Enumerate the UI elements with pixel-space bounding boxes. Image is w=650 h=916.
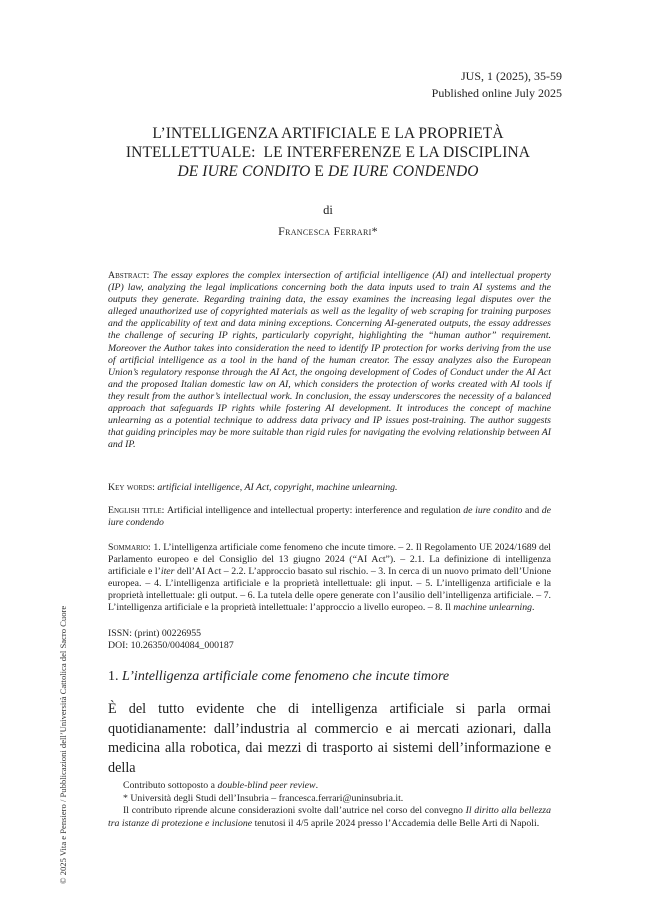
title-conjunction: E bbox=[310, 163, 328, 180]
footnote-1-italic: double-blind peer review bbox=[217, 780, 316, 791]
footnote-1-text: Contributo sottoposto a bbox=[123, 780, 218, 791]
journal-citation-block bbox=[432, 68, 562, 102]
doi: DOI: 10.26350/004084_000187 bbox=[108, 640, 234, 652]
abstract-label: Abstract: bbox=[108, 270, 153, 281]
published-online: Published online July 2025 bbox=[431, 86, 562, 100]
footnotes bbox=[108, 780, 551, 830]
byline-di: di bbox=[323, 203, 333, 217]
footnote-affiliation: * Università degli Studi dell’Insubria – francesca.ferrari@uninsubria.it. bbox=[123, 792, 404, 804]
footnote-3-italic: Il diritto alla bellezza tra istanze di protezione e inclusione bbox=[108, 805, 551, 829]
title-line-2: INTELLETTUALE: LE INTERFERENZE E LA DISCIPLINA bbox=[125, 144, 531, 161]
section-number: 1. bbox=[108, 669, 122, 684]
journal-citation: JUS, 1 (2025), 35-59 bbox=[461, 69, 562, 83]
abstract bbox=[108, 270, 551, 451]
sidebar-copyright: © 2025 Vita e Pensiero / Pubblicazioni dell’Università Cattolica del Sacro Cuore bbox=[58, 605, 68, 884]
english-title-and: and bbox=[522, 505, 542, 516]
title-de-iure-condendo: DE IURE CONDENDO bbox=[327, 163, 479, 180]
english-title-condito: de iure condito bbox=[463, 505, 523, 516]
summary-text-b: dell’AI Act – 2.2. L’approccio basato sul rischio. – 3. In cerca di un nuovo primato dell’Unione europea. – 4. L’intelligenza artificiale e la proprietà intellettuale: gli input. – 5. L’intelligenza artificiale e la proprietà intellettuale: gli output. – 6. La tutela delle opere generate con l’ausilio dell’intelligenza artificiale. – 7. L’intelligenza artificiale e la proprietà intellettuale: l’approccio a livello europeo. – 8. Il bbox=[108, 566, 551, 614]
title-line-1: L’INTELLIGENZA ARTIFICIALE E LA PROPRIETÀ bbox=[152, 125, 504, 142]
section-title: L’intelligenza artificiale come fenomeno che incute timore bbox=[122, 669, 450, 684]
summary-text-c: . bbox=[532, 602, 535, 614]
summary-label: Sommario: bbox=[108, 542, 154, 553]
article-title bbox=[108, 124, 548, 181]
english-title-condendo: de iure condendo bbox=[108, 505, 551, 529]
summary-text-a: 1. L’intelligenza artificiale come fenomeno che incute timore. – 2. Il Regolamento UE 2024/1689 del Parlamento europeo e del Consiglio del 13 giugno 2024 (“AI Act”). – 2.1. La definizione di intelligenza artificiale e l’ bbox=[108, 542, 552, 578]
author-name: Francesca Ferrari* bbox=[278, 224, 378, 238]
summary bbox=[108, 542, 551, 615]
issn: ISSN: (print) 00226955 bbox=[108, 628, 202, 639]
footnote-3-text: Il contributo riprende alcune considerazioni svolte dall’autrice nel corso del convegno bbox=[123, 805, 466, 816]
title-de-iure-condito: DE IURE CONDITO bbox=[177, 163, 311, 180]
identifiers bbox=[108, 628, 234, 652]
english-title-label: English title: bbox=[108, 505, 167, 516]
footnote-1-end: . bbox=[315, 780, 319, 791]
abstract-text: The essay explores the complex intersection of artificial intelligence (AI) and intellectual property (IP) law, analyzing the legal implications concerning both the data inputs used to train AI systems and the outputs they generate. Regarding training data, the essay examines the increasing legal disputes over the alleged unauthorized use of copyrighted materials as well as the legality of web scraping for training purposes and the applicability of text and data mining exceptions. Concerning AI-generated outputs, the essay addresses the challenge of securing IP rights, particularly copyright, highlighting the “human author” requirement. Moreover the Author takes into consideration the need to identify IP protection for works deriving from the use of artificial intelligence as a tool in the hand of the human creator. The essay analyzes also the European Union’s regulatory response through the AI Act, the ongoing development of Codes of Conduct under the AI Act and the proposed Italian domestic law on AI, which considers the protection of works created with AI tools if they result from the author’s intellectual work. In conclusion, the essay underscores the necessity of a balanced approach that safeguards IP rights while fostering AI development. It introduces the concept of machine unlearning as a potential technique to address data privacy and IP issues post-training. The author suggests that guiding principles may be more suitable than rigid rules for navigating the evolving relationship between AI and IP. bbox=[108, 270, 551, 451]
keywords-label: Key words: bbox=[108, 482, 158, 493]
footnote-3-end: tenutosi il 4/5 aprile 2024 presso l’Accademia delle Belle Arti di Napoli. bbox=[252, 817, 540, 829]
footnote-peer-review bbox=[108, 780, 551, 793]
body-paragraph: È del tutto evidente che di intelligenza artificiale si parla ormai quotidianamente: dall’industria al commercio e ai mercati azionari, dalla medicina alla robotica, dai mezzi di trasporto ai sistemi dell’informazione e della bbox=[108, 701, 551, 776]
english-title bbox=[108, 505, 551, 529]
english-title-text: Artificial intelligence and intellectual property: interference and regulation bbox=[166, 505, 464, 516]
keywords-text: artificial intelligence, AI Act, copyright, machine unlearning. bbox=[157, 482, 398, 493]
footnote-conference bbox=[108, 805, 551, 830]
keywords bbox=[108, 482, 551, 494]
section-heading bbox=[108, 669, 449, 685]
title-line-3 bbox=[108, 162, 548, 181]
summary-iter: iter bbox=[160, 566, 175, 578]
summary-machine-unlearning: machine unlearning bbox=[453, 602, 533, 614]
